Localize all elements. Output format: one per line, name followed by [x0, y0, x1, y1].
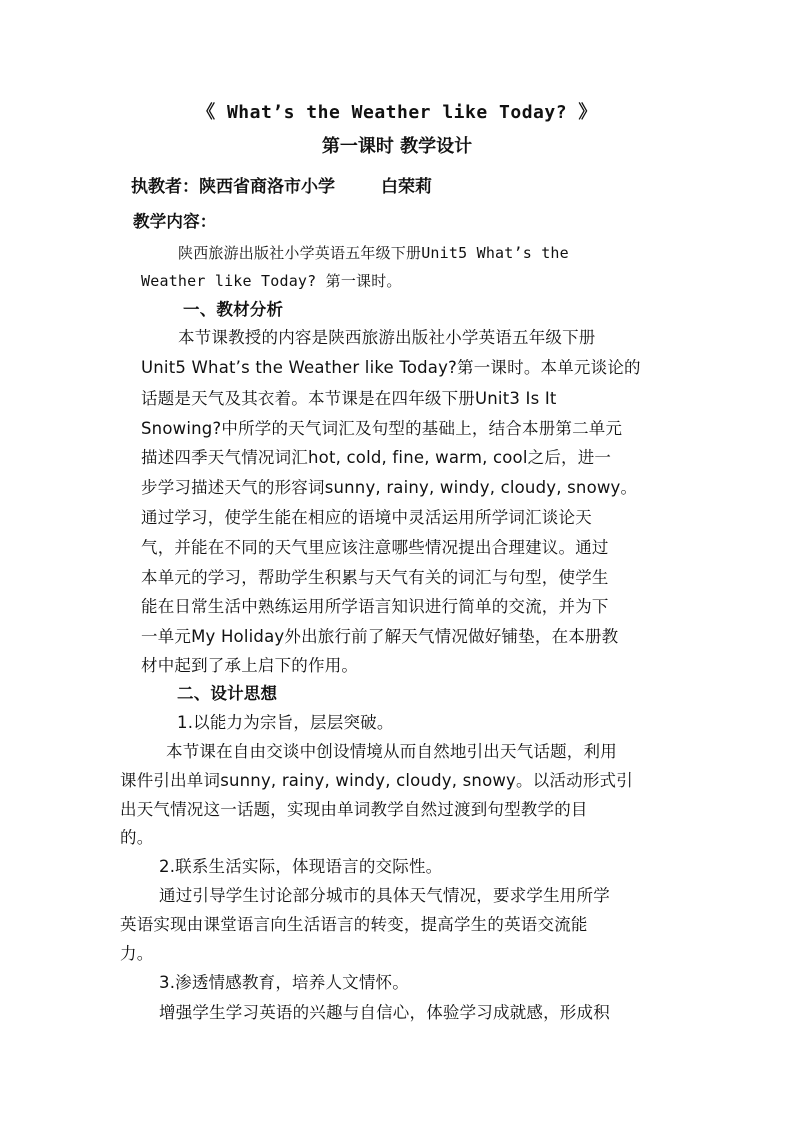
author-label: 执教者：陕西省商洛市小学	[131, 177, 335, 197]
content-line: 陕西旅游出版社小学英语五年级下册Unit5 What’s the	[178, 244, 569, 262]
content-heading: 教学内容：	[133, 212, 217, 231]
paragraph-line: 通过学习，使学生能在相应的语境中灵活运用所学词汇谈论天	[141, 508, 592, 527]
paragraph-line: 话题是天气及其衣着。本节课是在四年级下册Unit3 Is It	[141, 389, 557, 408]
paragraph-line: 气，并能在不同的天气里应该注意哪些情况提出合理建议。通过	[141, 538, 609, 557]
author-line	[131, 172, 432, 197]
paragraph-line: 描述四季天气情况词汇hot, cold, fine, warm, cool之后，进一	[141, 448, 612, 467]
paragraph-line: 通过引导学生讨论部分城市的具体天气情况，要求学生用所学	[159, 886, 610, 905]
content-line: Weather like Today? 第一课时。	[141, 272, 402, 290]
paragraph-line: 增强学生学习英语的兴趣与自信心，体验学习成就感，形成积	[159, 1003, 610, 1022]
point-heading: 3.渗透情感教育，培养人文情怀。	[159, 973, 409, 992]
document-subtitle: 第一课时 教学设计	[321, 136, 473, 157]
paragraph-line: 材中起到了承上启下的作用。	[141, 656, 359, 675]
paragraph-line: 力。	[120, 944, 154, 963]
point-heading: 1.以能力为宗旨，层层突破。	[177, 713, 394, 732]
point-heading: 2.联系生活实际，体现语言的交际性。	[159, 857, 443, 876]
paragraph-line: 步学习描述天气的形容词sunny, rainy, windy, cloudy, snowy。	[141, 478, 638, 497]
author-name: 白荣莉	[381, 177, 432, 197]
paragraph-line: 本节课教授的内容是陕西旅游出版社小学英语五年级下册	[178, 328, 596, 347]
paragraph-line: 出天气情况这一话题，实现由单词教学自然过渡到句型教学的目	[120, 800, 588, 819]
section-heading-design-thinking: 二、设计思想	[177, 684, 278, 703]
paragraph-line: Snowing?中所学的天气词汇及句型的基础上，结合本册第二单元	[141, 419, 623, 438]
document-title: 《 What’s the Weather like Today? 》	[197, 102, 597, 123]
paragraph-line: 英语实现由课堂语言向生活语言的转变，提高学生的英语交流能	[120, 915, 588, 934]
paragraph-line: 的。	[120, 828, 154, 847]
paragraph-line: 一单元My Holiday外出旅行前了解天气情况做好铺垫，在本册教	[141, 627, 619, 646]
paragraph-line: 本节课在自由交谈中创设情境从而自然地引出天气话题，利用	[166, 742, 617, 761]
paragraph-line: 能在日常生活中熟练运用所学语言知识进行简单的交流，并为下	[141, 597, 609, 616]
paragraph-line: 课件引出单词sunny, rainy, windy, cloudy, snowy。以活动形式引	[120, 771, 633, 790]
paragraph-line: Unit5 What’s the Weather like Today?第一课时。本单元谈论的	[141, 358, 641, 377]
section-heading-textbook-analysis: 一、教材分析	[183, 300, 284, 319]
paragraph-line: 本单元的学习，帮助学生积累与天气有关的词汇与句型，使学生	[141, 568, 609, 587]
